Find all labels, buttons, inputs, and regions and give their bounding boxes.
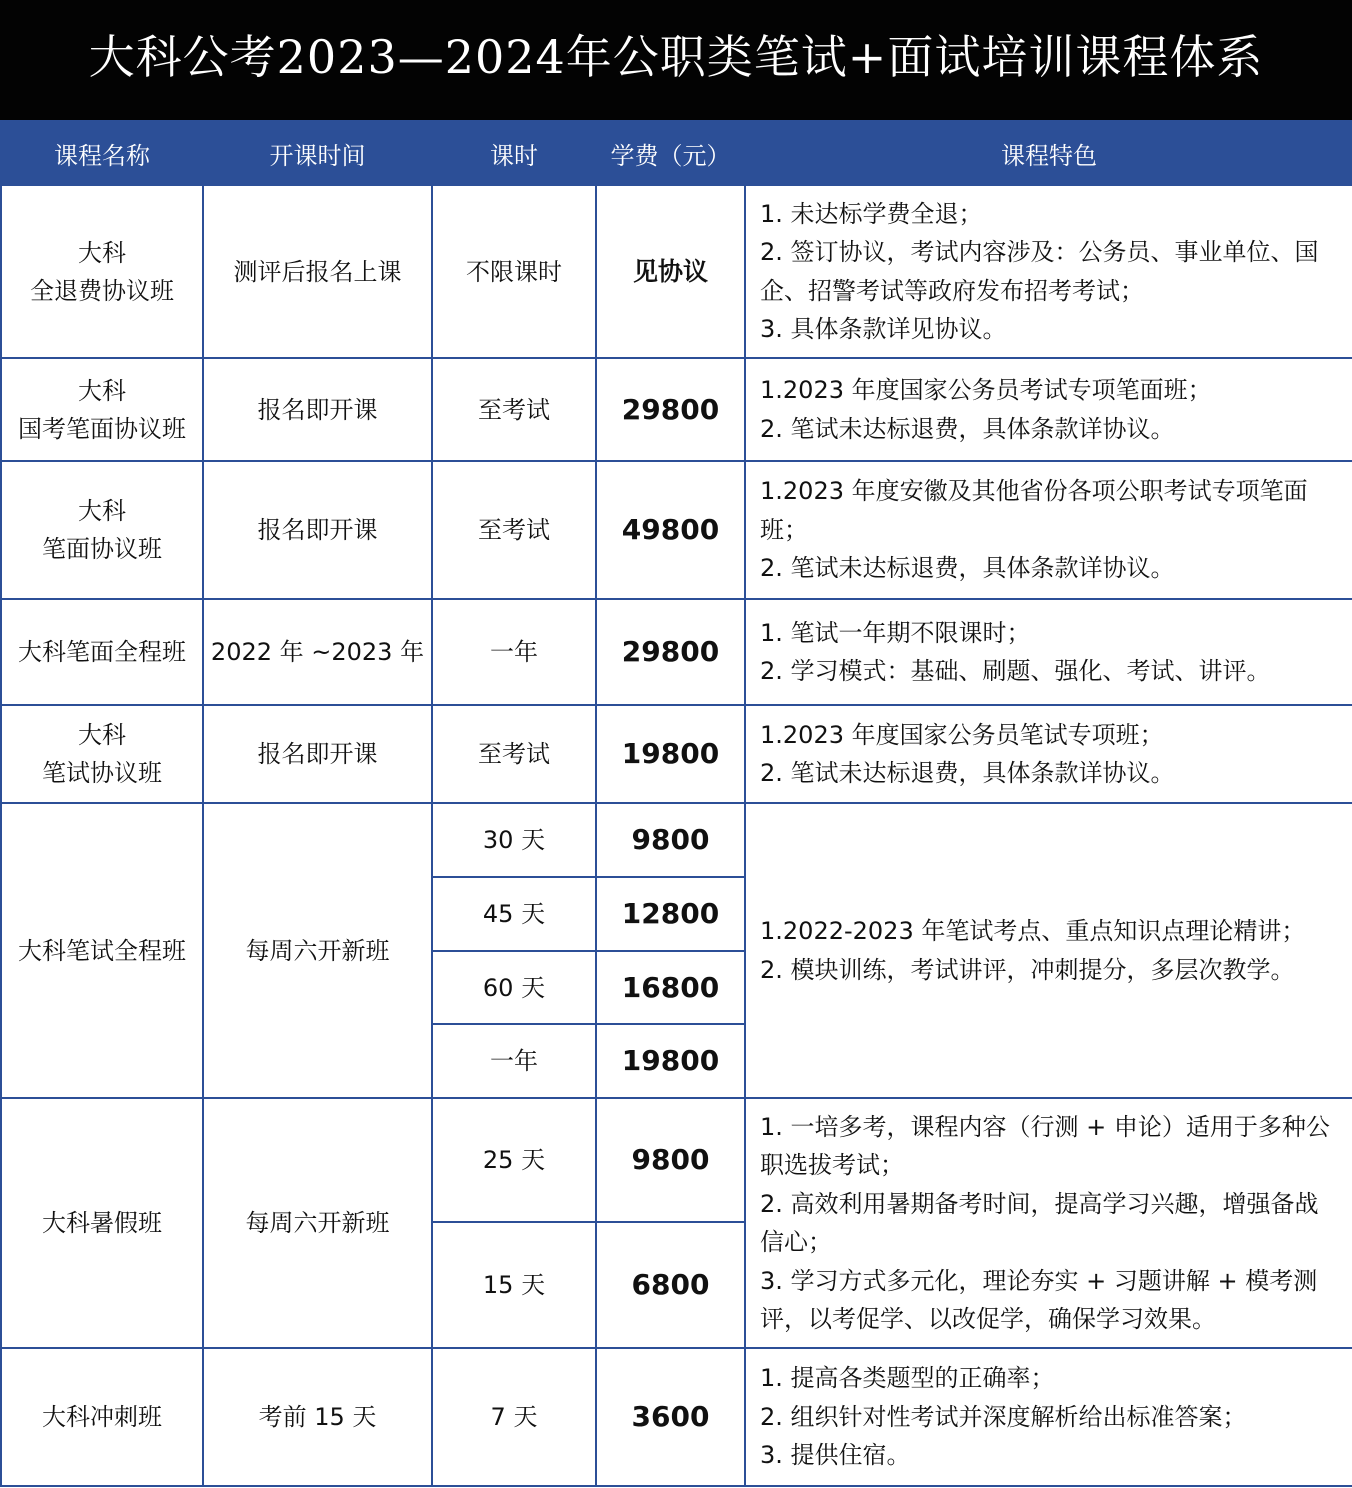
feature-line: 1.2023 年度安徽及其他省份各项公职考试专项笔面班； bbox=[760, 477, 1308, 544]
hours-cell: 60 天 bbox=[432, 951, 596, 1024]
course-name-line1: 大科 bbox=[78, 238, 126, 267]
feature-line: 1. 笔试一年期不限课时； bbox=[760, 618, 1031, 647]
hours-cell: 45 天 bbox=[432, 877, 596, 951]
fee-cell: 6800 bbox=[596, 1222, 745, 1348]
table-row bbox=[1, 358, 1352, 461]
header-course-name: 课程名称 bbox=[1, 121, 203, 185]
header-features: 课程特色 bbox=[745, 121, 1352, 185]
hours-cell: 7 天 bbox=[432, 1348, 596, 1486]
fee-cell: 见协议 bbox=[596, 185, 745, 358]
course-name-cell: 大科冲刺班 bbox=[1, 1348, 203, 1486]
header-start-time: 开课时间 bbox=[203, 121, 432, 185]
table-row bbox=[1, 185, 1352, 358]
start-time-cell: 2022 年 ~2023 年 bbox=[203, 599, 432, 705]
fee-cell: 9800 bbox=[596, 803, 745, 877]
hours-cell: 一年 bbox=[432, 599, 596, 705]
table-row bbox=[1, 599, 1352, 705]
start-time-cell: 考前 15 天 bbox=[203, 1348, 432, 1486]
fee-cell: 12800 bbox=[596, 877, 745, 951]
hours-cell: 15 天 bbox=[432, 1222, 596, 1348]
features-cell bbox=[745, 705, 1352, 803]
features-cell bbox=[745, 599, 1352, 705]
feature-line: 1.2023 年度国家公务员笔试专项班； bbox=[760, 720, 1164, 749]
table-row bbox=[1, 705, 1352, 803]
hours-cell: 至考试 bbox=[432, 705, 596, 803]
features-cell bbox=[745, 1098, 1352, 1348]
table-row bbox=[1, 1348, 1352, 1486]
page-title: 大科公考2023—2024年公职类笔试+面试培训课程体系 bbox=[88, 30, 1264, 84]
feature-line: 2. 签订协议，考试内容涉及：公务员、事业单位、国企、招警考试等政府发布招考考试； bbox=[760, 238, 1319, 305]
table-row bbox=[1, 1098, 1352, 1222]
course-name-line2: 笔试协议班 bbox=[42, 759, 162, 787]
feature-line: 1.2022-2023 年笔试考点、重点知识点理论精讲； bbox=[760, 917, 1306, 945]
course-name-cell bbox=[1, 358, 203, 461]
feature-line: 3. 具体条款详见协议。 bbox=[760, 315, 1007, 343]
hours-cell: 30 天 bbox=[432, 803, 596, 877]
feature-line: 3. 提供住宿。 bbox=[760, 1441, 911, 1470]
course-name-cell bbox=[1, 461, 203, 599]
feature-line: 2. 高效利用暑期备考时间，提高学习兴趣，增强备战信心； bbox=[760, 1189, 1319, 1256]
course-name-line2: 笔面协议班 bbox=[42, 535, 162, 563]
start-time-cell: 报名即开课 bbox=[203, 461, 432, 599]
feature-line: 2. 学习模式：基础、刷题、强化、考试、讲评。 bbox=[760, 657, 1271, 685]
fee-cell: 29800 bbox=[596, 599, 745, 705]
course-name-line2: 国考笔面协议班 bbox=[18, 414, 186, 443]
course-name-line1: 大科笔面全程班 bbox=[18, 638, 186, 666]
feature-line: 2. 组织针对性考试并深度解析给出标准答案； bbox=[760, 1402, 1247, 1431]
course-name-cell bbox=[1, 185, 203, 358]
feature-line: 1.2023 年度国家公务员考试专项笔面班； bbox=[760, 376, 1212, 404]
fee-cell: 3600 bbox=[596, 1348, 745, 1486]
table-row bbox=[1, 461, 1352, 599]
fee-cell: 16800 bbox=[596, 951, 745, 1024]
feature-line: 1. 一培多考，课程内容（行测 + 申论）适用于多种公职选拔考试； bbox=[760, 1112, 1330, 1179]
features-cell bbox=[745, 461, 1352, 599]
fee-cell: 49800 bbox=[596, 461, 745, 599]
course-table bbox=[0, 120, 1352, 1487]
features-cell bbox=[745, 803, 1352, 1098]
start-time-cell: 报名即开课 bbox=[203, 705, 432, 803]
course-name-line1: 大科 bbox=[78, 376, 126, 405]
course-name-cell bbox=[1, 705, 203, 803]
feature-line: 1. 提高各类题型的正确率； bbox=[760, 1364, 1055, 1393]
hours-cell: 至考试 bbox=[432, 461, 596, 599]
hours-cell: 一年 bbox=[432, 1024, 596, 1098]
fee-cell: 19800 bbox=[596, 705, 745, 803]
feature-line: 2. 笔试未达标退费，具体条款详协议。 bbox=[760, 759, 1175, 787]
header-hours: 课时 bbox=[432, 121, 596, 185]
fee-cell: 29800 bbox=[596, 358, 745, 461]
feature-line: 2. 笔试未达标退费，具体条款详协议。 bbox=[760, 414, 1175, 443]
feature-line: 2. 模块训练，考试讲评，冲刺提分，多层次教学。 bbox=[760, 955, 1295, 984]
course-name-cell: 大科笔试全程班 bbox=[1, 803, 203, 1098]
feature-line: 1. 未达标学费全退； bbox=[760, 199, 983, 228]
features-cell bbox=[745, 1348, 1352, 1486]
course-name-line2: 全退费协议班 bbox=[30, 276, 174, 305]
course-name-line1: 大科 bbox=[78, 497, 126, 525]
table-row bbox=[1, 803, 1352, 877]
header-fee: 学费（元） bbox=[596, 121, 745, 185]
features-cell bbox=[745, 185, 1352, 358]
start-time-cell: 报名即开课 bbox=[203, 358, 432, 461]
fee-cell: 19800 bbox=[596, 1024, 745, 1098]
hours-cell: 不限课时 bbox=[432, 185, 596, 358]
table-header-row bbox=[1, 121, 1352, 185]
start-time-cell: 测评后报名上课 bbox=[203, 185, 432, 358]
title-banner bbox=[0, 0, 1352, 120]
course-name-cell: 大科暑假班 bbox=[1, 1098, 203, 1348]
course-name-cell bbox=[1, 599, 203, 705]
fee-cell: 9800 bbox=[596, 1098, 745, 1222]
start-time-cell: 每周六开新班 bbox=[203, 803, 432, 1098]
feature-line: 2. 笔试未达标退费，具体条款详协议。 bbox=[760, 554, 1175, 583]
features-cell bbox=[745, 358, 1352, 461]
start-time-cell: 每周六开新班 bbox=[203, 1098, 432, 1348]
hours-cell: 至考试 bbox=[432, 358, 596, 461]
course-name-line1: 大科 bbox=[78, 721, 126, 749]
feature-line: 3. 学习方式多元化，理论夯实 + 习题讲解 + 模考测评，以考促学、以改促学，确保学习效果。 bbox=[760, 1266, 1318, 1333]
hours-cell: 25 天 bbox=[432, 1098, 596, 1222]
